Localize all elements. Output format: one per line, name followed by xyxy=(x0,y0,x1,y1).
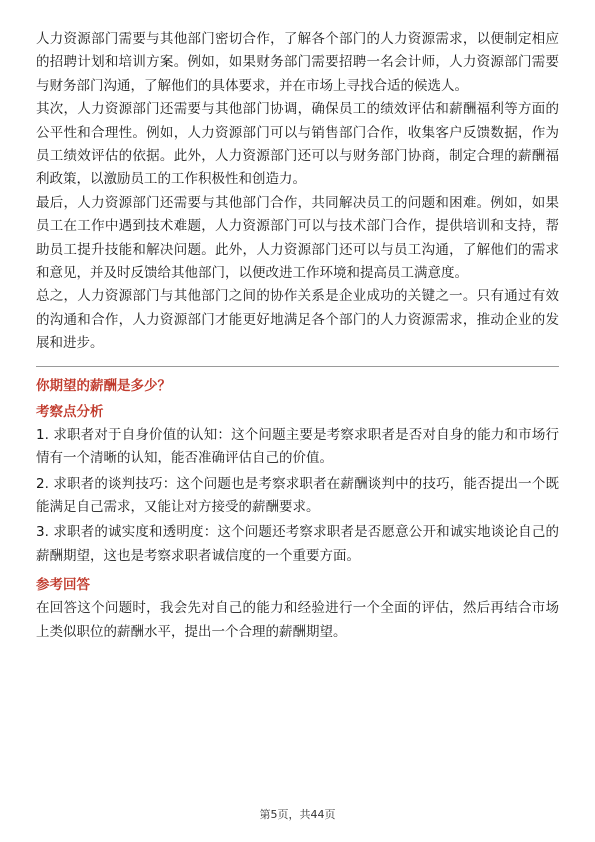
body-paragraph-1: 人力资源部门需要与其他部门密切合作，了解各个部门的人力资源需求，以便制定相应的招聘计划和培训方案。例如，如果财务部门需要招聘一名会计师，人力资源部门需要与财务部门沟通，了解他们的具体要求，并在市场上寻找合适的候选人。 xyxy=(36,31,559,94)
question-title: 你期望的薪酬是多少？ xyxy=(36,377,171,394)
body-paragraph-3: 最后，人力资源部门还需要与其他部门合作，共同解决员工的问题和困难。例如，如果员工在工作中遇到技术难题，人力资源部门可以与技术部门合作，提供培训和支持，帮助员工提升技能和解决问题。此外，人力资源部门还可以与员工沟通，了解他们的需求和意见，并及时反馈给其他部门，以便改进工作环境和提高员工满意度。 xyxy=(36,194,559,282)
document-page xyxy=(36,28,559,644)
body-paragraph-4: 总之，人力资源部门与其他部门之间的协作关系是企业成功的关键之一。只有通过有效的沟通和合作，人力资源部门才能更好地满足各个部门的人力资源需求，推动企业的发展和进步。 xyxy=(36,288,559,352)
analysis-heading: 考察点分析 xyxy=(36,403,104,420)
section-divider xyxy=(36,366,559,367)
page-footer: 第5页，共44页 xyxy=(259,808,336,821)
answer-heading: 参考回答 xyxy=(36,577,90,594)
analysis-point-3: 3. 求职者的诚实度和透明度：这个问题还考察求职者是否愿意公开和诚实地谈论自己的薪酬期望，这也是考察求职者诚信度的一个重要方面。 xyxy=(36,524,559,564)
analysis-point-1: 1. 求职者对于自身价值的认知：这个问题主要是考察求职者是否对自身的能力和市场行情有一个清晰的认知，能否准确评估自己的价值。 xyxy=(36,426,559,467)
answer-paragraph: 在回答这个问题时，我会先对自己的能力和经验进行一个全面的评估，然后再结合市场上类似职位的薪酬水平，提出一个合理的薪酬期望。 xyxy=(36,600,559,640)
body-paragraph-2: 其次，人力资源部门还需要与其他部门协调，确保员工的绩效评估和薪酬福利等方面的公平性和合理性。例如，人力资源部门可以与销售部门合作，收集客户反馈数据，作为员工绩效评估的依据。此外，人力资源部门还可以与财务部门协商，制定合理的薪酬福利政策，以激励员工的工作积极性和创造力。 xyxy=(36,101,559,188)
analysis-point-2: 2. 求职者的谈判技巧：这个问题也是考察求职者在薪酬谈判中的技巧，能否提出一个既能满足自己需求，又能让对方接受的薪酬要求。 xyxy=(36,475,559,515)
